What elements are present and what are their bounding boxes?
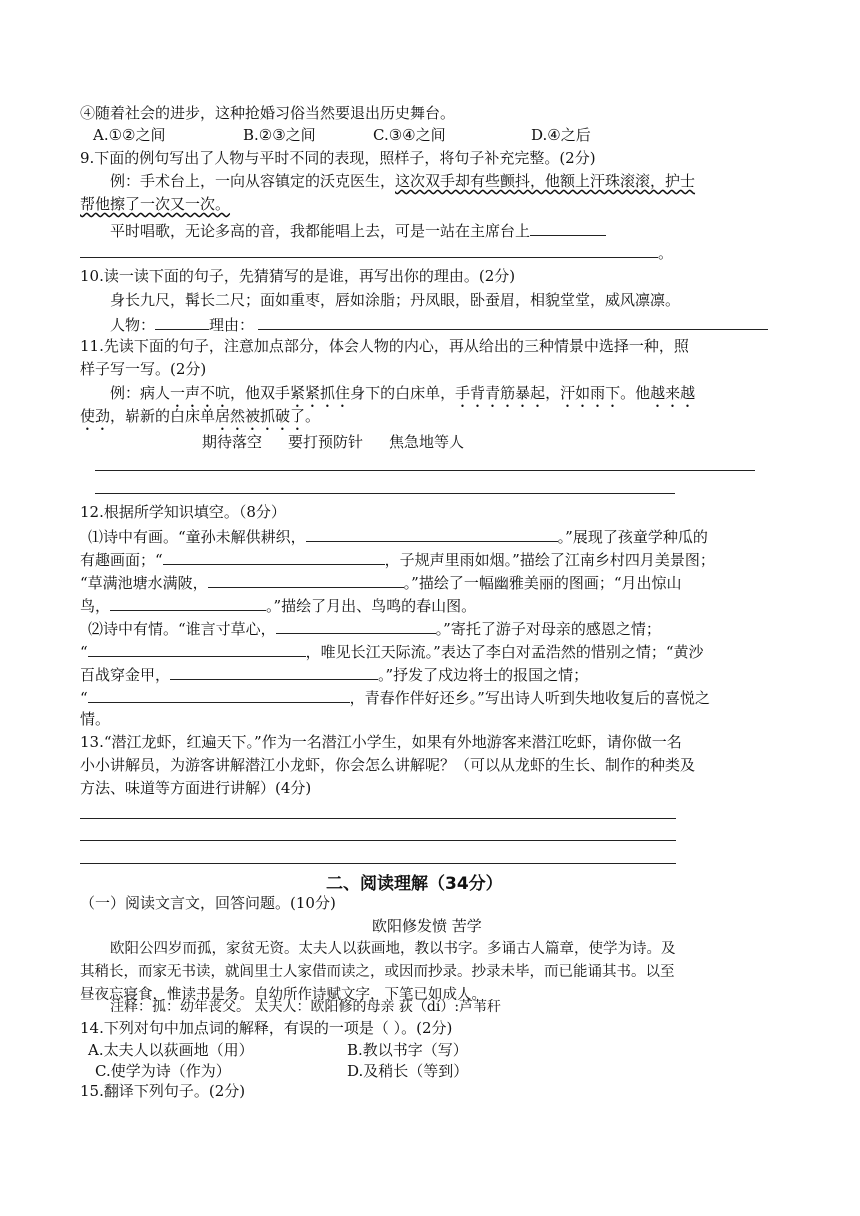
q12-text: ，青春作伴好还乡。”写出诗人听到失地收复后的喜悦之 [349,689,710,707]
q8-option-c[interactable]: C.③④之间 [373,126,446,144]
q10-answer-row [110,313,768,335]
q11-ex-dotted-1: 一声不吭 [170,384,231,402]
q11-ex-text-3: 身下的白床单， [350,384,456,402]
q14-option-a[interactable]: A.太夫人以荻画地（用） [88,1041,254,1059]
q12-text: 。”描绘了一幅幽雅美丽的图画；“月出惊山 [403,574,682,592]
q11-ex-dotted-3: 手背青筋暴起，汗如雨下 [455,384,621,402]
q11-answer-line-2[interactable] [95,493,675,494]
q8-option-d[interactable]: D.④之后 [531,126,591,144]
statement-4: ④随着社会的进步，这种抢婚习俗当然要退出历史舞台。 [80,104,456,122]
q9-example-wavy-2: 帮他擦了一次又一次。 [80,195,231,213]
q12-line-6 [80,640,704,662]
q14-stem: 14.下列对句中加点词的解释，有误的一项是（ ）。(2分) [80,1019,453,1037]
q12-text: 鸟， [80,597,111,615]
q8-option-b[interactable]: B.②③之间 [243,126,316,144]
q12-line-9: 情。 [80,710,111,728]
q10-person-blank[interactable] [155,313,209,330]
q13-answer-line-3[interactable] [80,863,676,864]
q11-ex-text-6: 。 [305,407,321,425]
q12-text: ，子规声里雨如烟。”描绘了江南乡村四月美景图； [384,551,715,569]
passage-title: 欧阳修发愤 苦学 [372,917,482,935]
q12-line-8 [80,686,710,708]
q12-text: 百战穿金甲， [80,666,171,684]
q12-stem: 12.根据所学知识填空。（8分） [80,503,286,521]
q12-blank-4[interactable] [110,594,266,611]
q10-stem: 10.读一读下面的句子，先猜猜写的是谁，再写出你的理由。(2分) [80,267,516,285]
q9-prompt-text: 平时唱歌，无论多高的音，我都能唱上去，可是一站在主席台上 [110,222,531,240]
passage-line-3: 昼夜忘寝食，惟读书是务。自幼所作诗赋文字，下笔已如成人。 [80,987,486,1003]
q12-text: “ [80,643,88,661]
q11-ex-text-2: ，他双手 [230,384,291,402]
passage-line-1: 欧阳公四岁而孤，家贫无资。太夫人以荻画地，教以书字。多诵古人篇章，使学为诗。及 [110,941,676,957]
q9-period: 。 [658,244,674,262]
q11-scenes [202,432,464,452]
q12-line-3 [80,571,682,593]
q11-stem: 11.先读下面的句子，注意加点部分，体会人物的内心，再从给出的三种情景中选择一种，照 [80,337,689,355]
q11-answer-line-1[interactable] [95,470,755,471]
q13-stem-2: 小小讲解员，为游客讲解潜江小龙虾，你会怎么讲解呢？（可以从龙虾的生长、制作的种类及 [80,756,696,774]
q8-options [93,125,591,145]
q12-text: “草满池塘水满陂， [80,574,208,592]
q12-line-7 [80,663,588,685]
q12-line-2 [80,548,715,570]
passage-note: 注释：孤：幼年丧父。 太夫人：欧阳修的母亲 荻（dí）:芦苇秆 [110,999,502,1015]
q11-ex-text-1: 例：病人 [110,384,171,402]
q11-ex-text-5: ，崭新的白床单 [110,407,216,425]
q15-stem: 15.翻译下列句子。(2分) [80,1082,246,1100]
q11-ex-dotted-4: 越来越 [650,384,696,402]
q12-text: ⑵诗中有情。“谁言寸草心， [88,620,276,638]
q12-blank-1[interactable] [306,525,558,542]
q11-scene-3[interactable]: 焦急地等人 [389,433,465,451]
q11-example-cont [80,406,320,434]
q11-ex-dotted-2: 紧紧抓住 [290,384,351,402]
q9-example [110,171,695,191]
q11-stem-2: 样子写一写。(2分) [80,360,207,378]
q13-stem-3: 方法、味道等方面进行讲解）(4分) [80,779,312,797]
q9-prompt [110,219,606,241]
q11-scene-1[interactable]: 期待落空 [202,433,263,451]
q12-blank-3[interactable] [208,571,404,588]
q12-text: “ [80,689,88,707]
q13-stem: 13.“潜江龙虾，红遍天下。”作为一名潜江小学生，如果有外地游客来潜江吃虾，请你做一名 [80,733,682,751]
q10-person-label: 人物： [110,316,156,334]
q12-blank-8[interactable] [88,686,350,703]
q9-example-wavy: 这次双手却有些颤抖，他额上汗珠滚滚，护士 [395,172,696,190]
q9-answer-blank-1[interactable] [530,219,606,236]
q10-reason-label: 理由： [209,316,255,334]
q13-answer-line-2[interactable] [80,840,676,841]
q11-ex-dotted-6: 居然被抓破了 [215,407,306,425]
q11-scene-2[interactable]: 要打预防针 [288,433,364,451]
q12-blank-7[interactable] [170,663,378,680]
q12-text: 。”寄托了游子对母亲的感恩之情； [435,620,661,638]
q12-line-5 [88,617,661,639]
q12-line-1 [88,525,708,547]
q9-example-lead: 例：手术台上，一向从容镇定的沃克医生， [110,172,396,190]
q12-blank-2[interactable] [163,548,385,565]
section-title: 二、阅读理解（34分） [326,874,503,894]
q11-ex-dotted-5: 使劲 [80,407,111,425]
q12-text: 。”描绘了月出、鸟鸣的春山图。 [266,597,477,615]
q12-line-4 [80,594,476,616]
q12-text: ⑴诗中有画。“童孙未解供耕织， [88,528,306,546]
q12-text: 有趣画面；“ [80,551,163,569]
q14-option-d[interactable]: D.及稍长（等到） [347,1062,469,1080]
q12-blank-5[interactable] [276,617,436,634]
section-sub: （一）阅读文言文，回答问题。(10分) [80,894,336,912]
q10-reason-blank[interactable] [258,313,768,330]
passage-line-2: 其稍长，而家无书读，就闾里士人家借而读之，或因而抄录。抄录未毕，而已能诵其书。以至 [80,964,675,980]
q9-stem: 9.下面的例句写出了人物与平时不同的表现，照样子，将句子补充完整。(2分) [80,149,596,167]
q8-option-a[interactable]: A.①②之间 [93,126,166,144]
q12-text: 。”抒发了戍边将士的报国之情； [378,666,589,684]
q14-option-c[interactable]: C.使学为诗（作为） [95,1062,231,1080]
q14-option-b[interactable]: B.教以书字（写） [347,1041,468,1059]
q12-text: 。”展现了孩童学种瓜的 [557,528,708,546]
q12-blank-6[interactable] [88,640,306,657]
q9-answer-line-2[interactable] [80,257,658,258]
q11-ex-text-4: 。他 [620,384,651,402]
q9-example-cont [80,194,230,214]
q13-answer-line-1[interactable] [80,818,676,819]
q12-text: ，唯见长江天际流。”表达了李白对孟浩然的惜别之情；“黄沙 [305,643,704,661]
q10-text: 身长九尺，髯长二尺；面如重枣，唇如涂脂；丹凤眼，卧蚕眉，相貌堂堂，威风凛凛。 [110,291,681,309]
